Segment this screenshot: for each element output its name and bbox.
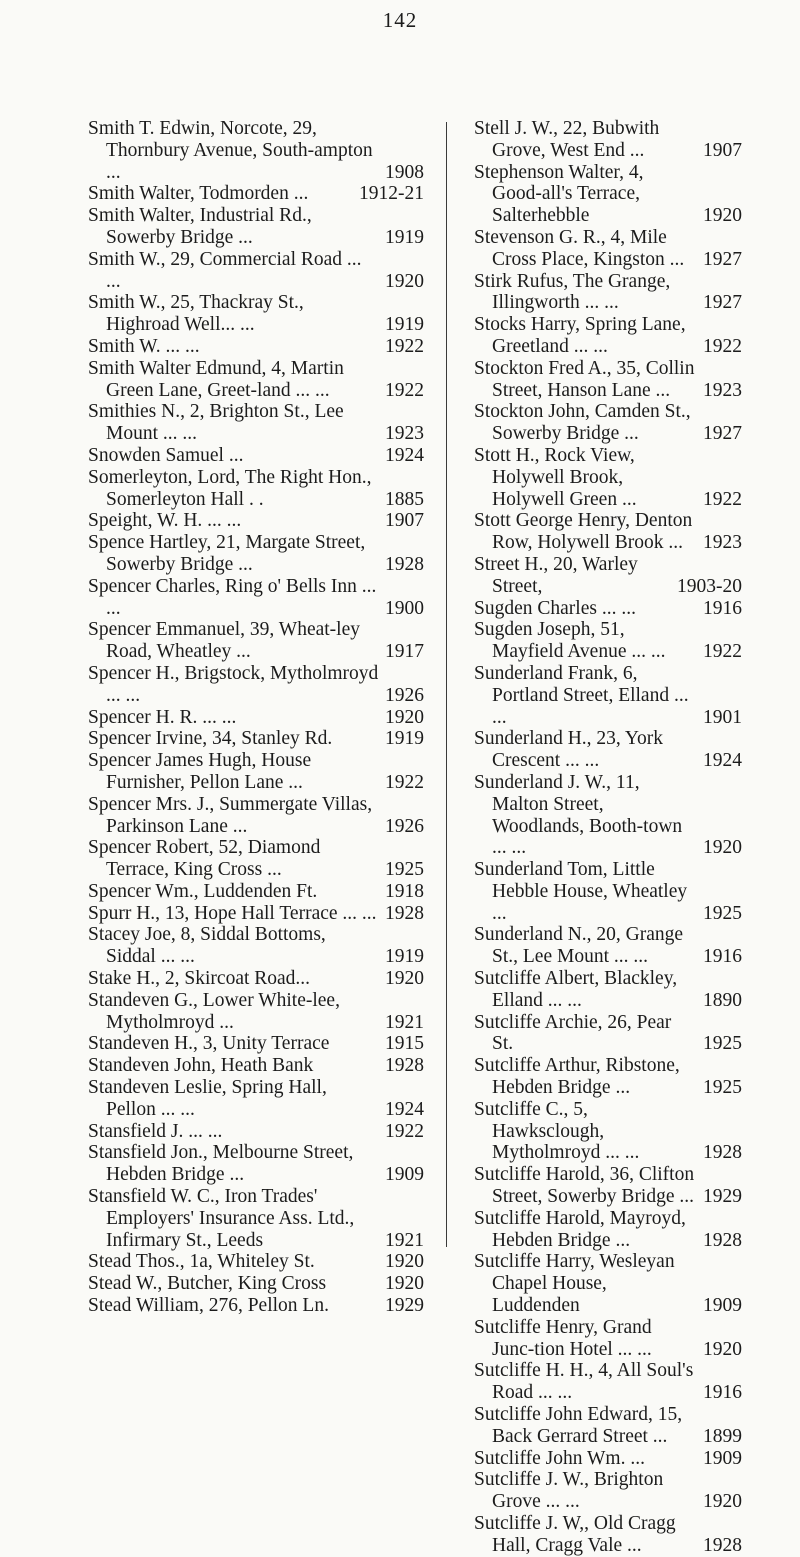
list-item (474, 1317, 742, 1361)
entry-year: 1927 (703, 292, 742, 314)
entry-name: Stead William, 276, Pellon Ln. (88, 1295, 329, 1317)
list-item (88, 837, 424, 881)
list-item (474, 1360, 742, 1404)
entry-year: 1928 (703, 1534, 742, 1556)
entry-name: Sunderland Tom, Little Hebble House, Wheatley ... (474, 859, 688, 924)
list-item (88, 619, 424, 663)
entry-name: Sunderland J. W., 11, Malton Street, Woodlands, Booth-town ... ... (474, 771, 683, 859)
entry-name: Sugden Charles ... ... (474, 597, 636, 619)
entry-year: 1924 (703, 750, 742, 772)
list-item (474, 401, 742, 445)
entry-name: Sutcliffe Harold, 36, Clifton Street, Sowerby Bridge ... (474, 1164, 695, 1208)
list-item (88, 1186, 424, 1251)
entry-year: 1919 (385, 314, 424, 336)
entry-year: 1920 (703, 1491, 742, 1513)
list-item (88, 794, 424, 838)
entry-year: 1920 (385, 1251, 424, 1273)
list-item (88, 118, 424, 183)
entry-year: 1885 (385, 488, 424, 510)
list-item (88, 1121, 424, 1143)
entry-year: 1909 (703, 1447, 742, 1469)
entry-year: 1925 (703, 1077, 742, 1099)
list-item (88, 750, 424, 794)
entry-name: Spencer H., Brigstock, Mytholmroyd ... ... (88, 662, 379, 706)
entry-name: Smith W., 29, Commercial Road ... ... (88, 248, 362, 292)
entry-name: Stephenson Walter, 4, Good-all's Terrace, Salterhebble (474, 161, 644, 227)
entry-name: Stacey Joe, 8, Siddal Bottoms, Siddal ... ... (88, 924, 326, 968)
left-column (88, 118, 424, 1317)
entry-name: Spencer Irvine, 34, Stanley Rd. (88, 728, 333, 750)
entry-year: 1921 (385, 1229, 424, 1251)
entry-name: Sunderland H., 23, York Crescent ... ... (474, 728, 664, 772)
entry-year: 1923 (703, 532, 742, 554)
entry-year: 1926 (385, 684, 424, 706)
entry-year: 1928 (385, 553, 424, 575)
entry-name: Sutcliffe Harold, Mayroyd, Hebden Bridge ... (474, 1207, 686, 1251)
entry-name: Sunderland N., 20, Grange St., Lee Mount ... ... (474, 924, 684, 968)
list-item (88, 401, 424, 445)
list-item (474, 968, 742, 1012)
entry-name: Street H., 20, Warley Street, (474, 553, 638, 597)
entry-name: Spencer Emmanuel, 39, Wheat-ley Road, Wheatley ... (88, 619, 361, 663)
list-item (474, 1251, 742, 1316)
entry-name: Sunderland Frank, 6, Portland Street, Elland ... ... (474, 662, 689, 728)
list-item (88, 467, 424, 511)
entry-name: Stocks Harry, Spring Lane, Greetland ... ... (474, 314, 686, 357)
entry-year: 1922 (385, 379, 424, 401)
page-number: 142 (382, 8, 418, 32)
entry-year: 1924 (385, 1098, 424, 1120)
entry-year: 1929 (703, 1186, 742, 1208)
list-item (88, 1033, 424, 1055)
entry-name: Spencer Mrs. J., Summergate Villas, Parkinson Lane ... (88, 793, 373, 837)
entry-year: 1912-21 (359, 183, 424, 205)
list-item (88, 1142, 424, 1186)
list-item (88, 510, 424, 532)
entry-name: Snowden Samuel ... (88, 444, 244, 466)
entry-year: 1919 (385, 946, 424, 968)
entry-name: Sutcliffe Archie, 26, Pear St. (474, 1011, 672, 1055)
entry-name: Smith T. Edwin, Norcote, 29, Thornbury Avenue, South-ampton ... (88, 118, 373, 183)
entry-name: Sutcliffe H. H., 4, All Soul's Road ... ... (474, 1360, 694, 1404)
list-item (88, 1055, 424, 1077)
entry-name: Sutcliffe Albert, Blackley, Elland ... ... (474, 968, 678, 1011)
list-item (474, 859, 742, 924)
entry-name: Smith W., 25, Thackray St., Highroad Well... ... (88, 292, 304, 336)
list-item (474, 1012, 742, 1056)
entry-name: Smith Walter Edmund, 4, Martin Green Lane, Greet-land ... ... (88, 357, 344, 401)
entry-year: 1922 (385, 335, 424, 357)
entry-name: Sugden Joseph, 51, Mayfield Avenue ... ... (474, 619, 666, 663)
entry-name: Sutcliffe John Edward, 15, Back Gerrard Street ... (474, 1404, 683, 1447)
list-item (88, 1077, 424, 1121)
entry-year: 1922 (385, 771, 424, 793)
list-item (474, 663, 742, 728)
list-item (88, 532, 424, 576)
entry-name: Stockton Fred A., 35, Collin Street, Hanson Lane ... (474, 357, 695, 401)
entry-year: 1918 (385, 880, 424, 902)
entry-name: Sutcliffe J. W,, Old Cragg Hall, Cragg Vale ... (474, 1513, 676, 1556)
entry-name: Standeven G., Lower White-lee, Mytholmroyd ... (88, 989, 340, 1033)
list-item (474, 1208, 742, 1252)
entry-name: Smith W. ... ... (88, 335, 200, 357)
entry-name: Spencer Charles, Ring o' Bells Inn ... ... (88, 575, 377, 619)
entry-name: Smith Walter, Todmorden ... (88, 183, 309, 205)
list-item (474, 162, 742, 227)
entry-name: Stockton John, Camden St., Sowerby Bridge ... (474, 401, 691, 445)
entry-year: 1923 (703, 379, 742, 401)
entry-year: 1928 (703, 1229, 742, 1251)
entry-name: Somerleyton, Lord, The Right Hon., Somerleyton Hall . . (88, 466, 372, 510)
list-item (88, 336, 424, 358)
entry-name: Speight, W. H. ... ... (88, 510, 242, 532)
entry-year: 1922 (703, 488, 742, 510)
entry-year: 1928 (385, 1055, 424, 1077)
list-item (474, 728, 742, 772)
entry-year: 1916 (703, 1382, 742, 1404)
entry-year: 1909 (703, 1295, 742, 1317)
entry-year: 1907 (703, 139, 742, 161)
list-item (88, 707, 424, 729)
list-item (474, 1404, 742, 1448)
list-item (88, 358, 424, 402)
list-item (88, 903, 424, 925)
list-item (474, 1469, 742, 1513)
entry-year: 1922 (385, 1120, 424, 1142)
entry-year: 1923 (385, 423, 424, 445)
entry-year: 1900 (385, 597, 424, 619)
list-item (474, 358, 742, 402)
entry-year: 1924 (385, 444, 424, 466)
entry-year: 1922 (703, 641, 742, 663)
list-item (88, 249, 424, 293)
entry-year: 1917 (385, 641, 424, 663)
entry-name: Stansfield W. C., Iron Trades' Employers' Insurance Ass. Ltd., Infirmary St., Leeds (88, 1186, 355, 1251)
entry-name: Sutcliffe Harry, Wesleyan Chapel House, Luddenden (474, 1251, 675, 1317)
list-item (474, 1513, 742, 1557)
entry-name: Spurr H., 13, Hope Hall Terrace ... ... (88, 902, 377, 924)
list-item (474, 1448, 742, 1470)
list-item (474, 772, 742, 859)
entry-name: Standeven H., 3, Unity Terrace (88, 1033, 330, 1055)
entry-year: 1925 (703, 1033, 742, 1055)
entry-year: 1916 (703, 946, 742, 968)
entry-name: Stell J. W., 22, Bubwith Grove, West End ... (474, 118, 660, 161)
entry-year: 1916 (703, 597, 742, 619)
list-item (474, 619, 742, 663)
entry-name: Stake H., 2, Skircoat Road... (88, 968, 311, 990)
entry-name: Standeven John, Heath Bank (88, 1055, 314, 1077)
entry-year: 1919 (385, 226, 424, 248)
entry-name: Sutcliffe J. W., Brighton Grove ... ... (474, 1469, 664, 1513)
list-item (474, 314, 742, 358)
list-item (88, 183, 424, 205)
list-item (88, 881, 424, 903)
entry-year: 1922 (703, 335, 742, 357)
list-item (88, 924, 424, 968)
entry-name: Sutcliffe John Wm. ... (474, 1447, 645, 1469)
entry-year: 1907 (385, 510, 424, 532)
entry-year: 1890 (703, 989, 742, 1011)
entry-name: Stevenson G. R., 4, Mile Cross Place, Kingston ... (474, 226, 685, 270)
list-item (474, 271, 742, 315)
list-item (474, 1055, 742, 1099)
entry-name: Spencer James Hugh, House Furnisher, Pellon Lane ... (88, 750, 312, 793)
list-item (88, 292, 424, 336)
entry-name: Sutcliffe Arthur, Ribstone, Hebden Bridge ... (474, 1055, 680, 1099)
right-column (474, 118, 742, 1557)
list-item (88, 663, 424, 707)
entry-name: Smith Walter, Industrial Rd., Sowerby Bridge ... (88, 205, 312, 248)
list-item (88, 728, 424, 750)
entry-name: Sutcliffe C., 5, Hawksclough, Mytholmroyd ... ... (474, 1098, 640, 1164)
list-item (88, 1295, 424, 1317)
entry-name: Stansfield Jon., Melbourne Street, Hebden Bridge ... (88, 1142, 354, 1186)
entry-year: 1920 (703, 1338, 742, 1360)
entry-year: 1915 (385, 1033, 424, 1055)
list-item (88, 205, 424, 249)
entry-year: 1925 (703, 902, 742, 924)
entry-year: 1925 (385, 859, 424, 881)
entry-name: Stott George Henry, Denton Row, Holywell Brook ... (474, 510, 693, 554)
entry-year: 1920 (385, 1273, 424, 1295)
entry-year: 1927 (703, 248, 742, 270)
entry-name: Stansfield J. ... ... (88, 1120, 223, 1142)
list-item (88, 576, 424, 620)
entry-year: 1920 (385, 706, 424, 728)
list-item (474, 227, 742, 271)
entry-name: Spencer H. R. ... ... (88, 706, 237, 728)
entry-name: Sutcliffe Henry, Grand Junc-tion Hotel ... ... (474, 1316, 652, 1360)
list-item (474, 1164, 742, 1208)
entry-year: 1909 (385, 1164, 424, 1186)
column-divider (446, 122, 447, 1247)
entry-year: 1901 (703, 706, 742, 728)
list-item (88, 1273, 424, 1295)
list-item (474, 1099, 742, 1164)
entry-name: Stead Thos., 1a, Whiteley St. (88, 1251, 315, 1273)
list-item (474, 924, 742, 968)
list-item (474, 510, 742, 554)
entry-name: Stott H., Rock View, Holywell Brook, Holywell Green ... (474, 444, 637, 510)
list-item (88, 968, 424, 990)
entry-name: Stead W., Butcher, King Cross (88, 1273, 327, 1295)
entry-year: 1928 (703, 1142, 742, 1164)
entry-name: Smithies N., 2, Brighton St., Lee Mount ... ... (88, 401, 344, 445)
entry-name: Standeven Leslie, Spring Hall, Pellon ... ... (88, 1077, 327, 1120)
entry-year: 1928 (385, 902, 424, 924)
entry-year: 1921 (385, 1011, 424, 1033)
list-item (474, 554, 742, 598)
entry-year: 1920 (703, 205, 742, 227)
entry-year: 1899 (703, 1425, 742, 1447)
entry-year: 1927 (703, 423, 742, 445)
entry-year: 1919 (385, 728, 424, 750)
list-item (88, 990, 424, 1034)
entry-year: 1920 (385, 968, 424, 990)
entry-name: Stirk Rufus, The Grange, Illingworth ... ... (474, 270, 671, 314)
list-item (474, 445, 742, 510)
list-item (88, 445, 424, 467)
entry-year: 1908 (385, 161, 424, 183)
list-item (88, 1251, 424, 1273)
entry-name: Spencer Wm., Luddenden Ft. (88, 880, 318, 902)
entry-year: 1929 (385, 1295, 424, 1317)
entry-name: Spencer Robert, 52, Diamond Terrace, King Cross ... (88, 837, 321, 881)
entry-year: 1920 (385, 270, 424, 292)
entry-name: Spence Hartley, 21, Margate Street, Sowerby Bridge ... (88, 532, 366, 575)
entry-year: 1920 (703, 837, 742, 859)
list-item (474, 598, 742, 620)
list-item (474, 118, 742, 162)
entry-year: 1926 (385, 815, 424, 837)
entry-year: 1903-20 (677, 575, 742, 597)
